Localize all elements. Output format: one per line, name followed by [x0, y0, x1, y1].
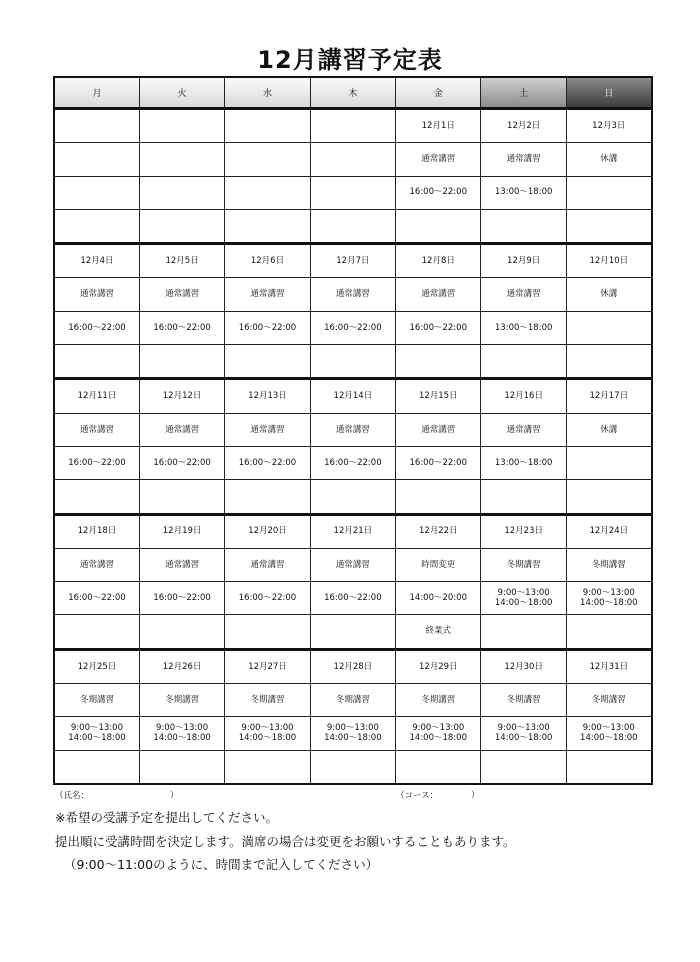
day-date-cell: 12月21日 [310, 514, 395, 548]
week-2-date-row [54, 244, 652, 278]
day-time-cell [566, 582, 651, 615]
day-extra-cell [481, 480, 566, 514]
week-4-extra-row [54, 615, 652, 649]
day-time-cell [396, 717, 481, 750]
day-time-cell: 16:00～22:00 [139, 311, 224, 344]
day-extra-cell [54, 345, 139, 379]
course-field-label: （コース： [396, 791, 439, 801]
day-time-cell: 16:00～22:00 [139, 446, 224, 479]
week-3-extra-row [54, 480, 652, 514]
day-date-cell: 12月8日 [396, 244, 481, 278]
day-extra-cell: 終業式 [396, 615, 481, 649]
day-extra-cell [139, 480, 224, 514]
day-type-cell: 通常講習 [54, 548, 139, 581]
week-3-time-row [54, 446, 652, 479]
day-extra-cell [310, 209, 395, 243]
day-extra-cell [566, 345, 651, 379]
day-date-cell: 12月19日 [139, 514, 224, 548]
time-slot-line: 9:00～13:00 [497, 722, 550, 733]
day-date-cell: 12月12日 [139, 379, 224, 413]
day-extra-cell [310, 615, 395, 649]
day-time-cell [54, 717, 139, 750]
page-title: 12月講習予定表 [0, 40, 700, 75]
day-type-cell [310, 143, 395, 176]
day-type-cell: 冬期講習 [481, 684, 566, 717]
day-date-cell: 12月29日 [396, 649, 481, 683]
day-date-cell: 12月4日 [54, 244, 139, 278]
day-extra-cell [139, 209, 224, 243]
day-extra-cell [566, 615, 651, 649]
weekday-header-sat: 土 [481, 77, 566, 109]
day-time-cell: 16:00～22:00 [396, 176, 481, 209]
instruction-note-2: 提出順に受講時間を決定します。満席の場合は変更をお願いすることもあります。 [55, 834, 516, 849]
instruction-note-1: ※希望の受講予定を提出してください。 [55, 810, 278, 825]
day-type-cell: 通常講習 [139, 413, 224, 446]
day-type-cell: 通常講習 [225, 278, 310, 311]
week-2-time-row [54, 311, 652, 344]
time-slot-line: 14:00～18:00 [494, 733, 553, 744]
day-date-cell [225, 109, 310, 143]
day-time-cell [139, 176, 224, 209]
day-date-cell: 12月17日 [566, 379, 651, 413]
weekday-header-wed: 水 [225, 77, 310, 109]
day-date-cell: 12月5日 [139, 244, 224, 278]
day-type-cell: 時間変更 [396, 548, 481, 581]
day-type-cell [139, 143, 224, 176]
day-type-cell [54, 143, 139, 176]
day-time-cell [566, 311, 651, 344]
day-time-cell: 13:00～18:00 [481, 176, 566, 209]
day-time-cell: 16:00～22:00 [310, 311, 395, 344]
day-type-cell: 冬期講習 [54, 684, 139, 717]
day-date-cell: 12月22日 [396, 514, 481, 548]
day-type-cell: 冬期講習 [396, 684, 481, 717]
schedule-body [54, 109, 652, 784]
day-type-cell: 冬期講習 [310, 684, 395, 717]
day-type-cell: 通常講習 [481, 278, 566, 311]
day-date-cell: 12月2日 [481, 109, 566, 143]
day-time-cell: 16:00～22:00 [396, 446, 481, 479]
day-date-cell: 12月18日 [54, 514, 139, 548]
day-extra-cell [566, 750, 651, 784]
week-4-date-row [54, 514, 652, 548]
weekday-header-thu: 木 [310, 77, 395, 109]
day-date-cell: 12月30日 [481, 649, 566, 683]
day-date-cell [139, 109, 224, 143]
day-time-cell [566, 717, 651, 750]
weekday-header-fri: 金 [396, 77, 481, 109]
day-type-cell [225, 143, 310, 176]
day-time-cell [139, 717, 224, 750]
day-extra-cell [396, 480, 481, 514]
day-type-cell: 通常講習 [225, 413, 310, 446]
time-slot-line: 14:00～18:00 [580, 733, 638, 744]
time-slot-line: 9:00～13:00 [156, 722, 209, 733]
day-date-cell: 12月28日 [310, 649, 395, 683]
day-time-cell [481, 582, 566, 615]
day-type-cell: 通常講習 [139, 278, 224, 311]
time-slot-line: 14:00～18:00 [580, 598, 638, 609]
day-time-cell [310, 717, 395, 750]
day-type-cell: 通常講習 [396, 278, 481, 311]
time-slot-line: 14:00～18:00 [409, 733, 467, 744]
course-field-close: ） [471, 791, 480, 801]
week-1-type-row [54, 143, 652, 176]
time-slot-line: 14:00～18:00 [238, 733, 297, 744]
day-time-cell: 16:00～22:00 [54, 582, 139, 615]
day-time-cell: 16:00～22:00 [54, 311, 139, 344]
week-2-extra-row [54, 345, 652, 379]
time-slot-line: 9:00～13:00 [582, 587, 635, 598]
time-slot-line: 9:00～13:00 [326, 722, 379, 733]
week-5-date-row [54, 649, 652, 683]
day-date-cell: 12月11日 [54, 379, 139, 413]
day-type-cell: 休講 [566, 143, 651, 176]
day-type-cell: 通常講習 [310, 413, 395, 446]
weekday-header-tue: 火 [139, 77, 224, 109]
day-type-cell: 通常講習 [54, 413, 139, 446]
day-date-cell: 12月25日 [54, 649, 139, 683]
week-1-date-row [54, 109, 652, 143]
day-extra-cell [225, 480, 310, 514]
day-date-cell: 12月14日 [310, 379, 395, 413]
day-date-cell: 12月13日 [225, 379, 310, 413]
day-date-cell: 12月26日 [139, 649, 224, 683]
name-field-close: ） [170, 791, 179, 801]
day-extra-cell [139, 615, 224, 649]
time-slot-line: 14:00～18:00 [153, 733, 211, 744]
day-extra-cell [225, 345, 310, 379]
day-extra-cell [139, 750, 224, 784]
day-extra-cell [310, 480, 395, 514]
day-time-cell: 16:00～22:00 [139, 582, 224, 615]
week-3-type-row [54, 413, 652, 446]
time-slot-line: 14:00～18:00 [68, 733, 126, 744]
day-time-cell: 13:00～18:00 [481, 446, 566, 479]
day-time-cell: 16:00～22:00 [225, 582, 310, 615]
day-date-cell: 12月24日 [566, 514, 651, 548]
time-slot-line: 9:00～13:00 [412, 722, 465, 733]
day-type-cell: 通常講習 [396, 413, 481, 446]
day-type-cell: 冬期講習 [566, 548, 651, 581]
day-date-cell: 12月31日 [566, 649, 651, 683]
day-time-cell: 16:00～22:00 [310, 446, 395, 479]
time-slot-line: 9:00～13:00 [582, 722, 635, 733]
day-extra-cell [225, 750, 310, 784]
day-date-cell: 12月10日 [566, 244, 651, 278]
day-date-cell: 12月1日 [396, 109, 481, 143]
day-type-cell: 休講 [566, 413, 651, 446]
week-5-extra-row [54, 750, 652, 784]
day-date-cell: 12月6日 [225, 244, 310, 278]
day-extra-cell [310, 750, 395, 784]
day-time-cell: 16:00～22:00 [310, 582, 395, 615]
day-date-cell: 12月20日 [225, 514, 310, 548]
week-4-time-row [54, 582, 652, 615]
day-time-cell [566, 446, 651, 479]
day-extra-cell [54, 615, 139, 649]
day-date-cell [310, 109, 395, 143]
day-type-cell: 通常講習 [481, 413, 566, 446]
day-time-cell [481, 717, 566, 750]
day-extra-cell [396, 345, 481, 379]
day-date-cell: 12月16日 [481, 379, 566, 413]
day-extra-cell [566, 480, 651, 514]
day-time-cell: 16:00～22:00 [225, 446, 310, 479]
day-extra-cell [481, 750, 566, 784]
day-extra-cell [54, 209, 139, 243]
day-extra-cell [54, 750, 139, 784]
day-type-cell: 冬期講習 [225, 684, 310, 717]
day-date-cell: 12月27日 [225, 649, 310, 683]
day-extra-cell [225, 615, 310, 649]
day-extra-cell [225, 209, 310, 243]
day-type-cell: 通常講習 [481, 143, 566, 176]
day-time-cell [310, 176, 395, 209]
day-date-cell: 12月23日 [481, 514, 566, 548]
day-extra-cell [481, 615, 566, 649]
week-3-date-row [54, 379, 652, 413]
week-5-time-row [54, 717, 652, 750]
day-type-cell: 通常講習 [396, 143, 481, 176]
day-time-cell [54, 176, 139, 209]
time-slot-line: 14:00～18:00 [494, 598, 553, 609]
day-type-cell: 冬期講習 [139, 684, 224, 717]
day-date-cell: 12月7日 [310, 244, 395, 278]
day-type-cell: 通常講習 [139, 548, 224, 581]
week-5-type-row [54, 684, 652, 717]
day-extra-cell [396, 750, 481, 784]
day-type-cell: 通常講習 [310, 278, 395, 311]
weekday-header-mon: 月 [54, 77, 139, 109]
day-extra-cell [481, 209, 566, 243]
name-field-label: （氏名： [55, 791, 90, 801]
day-extra-cell [481, 345, 566, 379]
weekday-header-sun: 日 [566, 77, 651, 109]
day-time-cell: 16:00～22:00 [225, 311, 310, 344]
week-2-type-row [54, 278, 652, 311]
schedule-table [53, 76, 653, 785]
week-1-extra-row [54, 209, 652, 243]
day-date-cell: 12月15日 [396, 379, 481, 413]
day-type-cell: 冬期講習 [566, 684, 651, 717]
day-time-cell: 13:00～18:00 [481, 311, 566, 344]
day-date-cell: 12月3日 [566, 109, 651, 143]
time-slot-line: 9:00～13:00 [241, 722, 294, 733]
day-extra-cell [139, 345, 224, 379]
day-date-cell [54, 109, 139, 143]
week-1-time-row [54, 176, 652, 209]
week-4-type-row [54, 548, 652, 581]
day-type-cell: 冬期講習 [481, 548, 566, 581]
day-time-cell: 16:00～22:00 [396, 311, 481, 344]
day-time-cell: 16:00～22:00 [54, 446, 139, 479]
day-extra-cell [310, 345, 395, 379]
day-type-cell: 通常講習 [54, 278, 139, 311]
day-time-cell [225, 176, 310, 209]
instruction-note-3: （9:00～11:00のように、時間まで記入してください） [64, 857, 379, 872]
time-slot-line: 14:00～18:00 [324, 733, 382, 744]
day-extra-cell [566, 209, 651, 243]
day-time-cell: 14:00～20:00 [396, 582, 481, 615]
weekday-header-row [54, 77, 652, 109]
time-slot-line: 9:00～13:00 [70, 722, 123, 733]
day-type-cell: 通常講習 [310, 548, 395, 581]
day-date-cell: 12月9日 [481, 244, 566, 278]
day-time-cell [225, 717, 310, 750]
day-type-cell: 休講 [566, 278, 651, 311]
day-type-cell: 通常講習 [225, 548, 310, 581]
day-time-cell [566, 176, 651, 209]
time-slot-line: 9:00～13:00 [497, 587, 550, 598]
day-extra-cell [396, 209, 481, 243]
day-extra-cell [54, 480, 139, 514]
